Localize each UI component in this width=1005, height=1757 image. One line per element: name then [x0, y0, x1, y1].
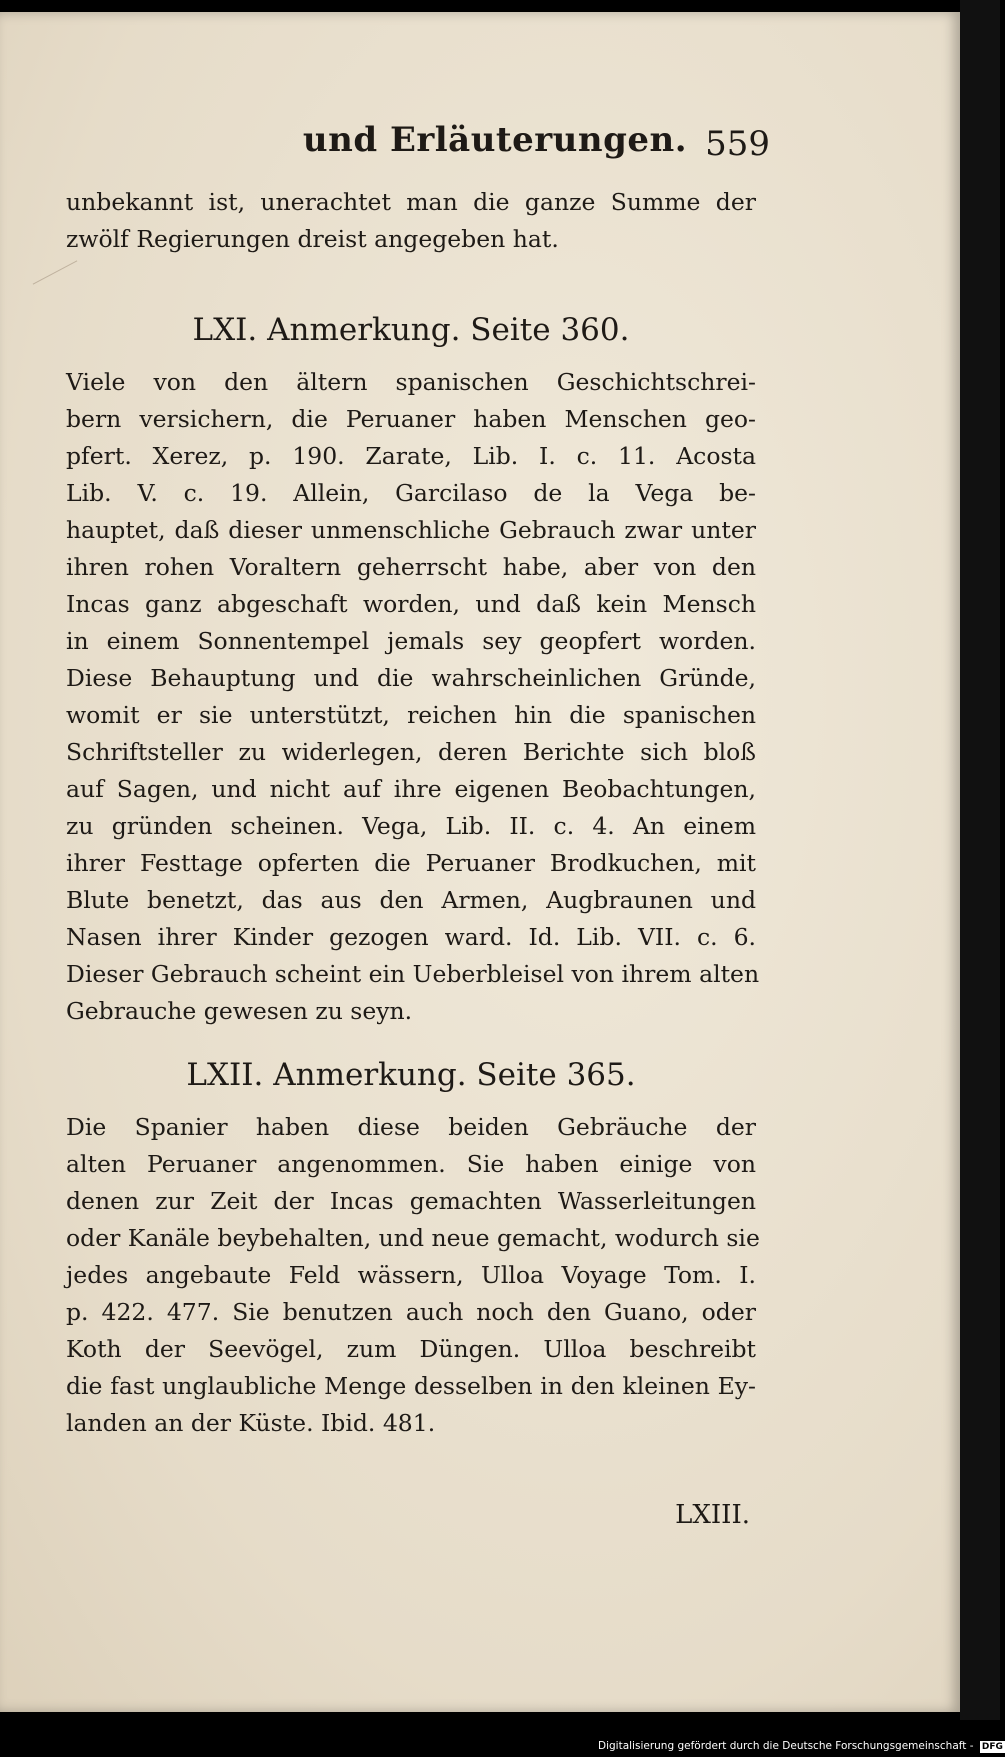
- text-line: jedes angebaute Feld wässern, Ulloa Voyage Tom. I.: [66, 1261, 756, 1289]
- text-line: zu gründen scheinen. Vega, Lib. II. c. 4. An einem: [66, 812, 756, 840]
- book-spine: [960, 0, 1000, 1720]
- text-line: landen an der Küste. Ibid. 481.: [66, 1409, 436, 1437]
- text-line: oder Kanäle beybehalten, und neue gemacht, wodurch sie: [66, 1224, 760, 1252]
- text-line: bern versichern, die Peruaner haben Menschen geo-: [66, 405, 756, 433]
- text-line: Viele von den ältern spanischen Geschichtschrei-: [66, 368, 756, 396]
- text-line: Die Spanier haben diese beiden Gebräuche der: [66, 1113, 756, 1141]
- text-line: auf Sagen, und nicht auf ihre eigenen Beobachtungen,: [66, 775, 756, 803]
- text-line: in einem Sonnentempel jemals sey geopfert worden.: [66, 627, 756, 655]
- text-line: zwölf Regierungen dreist angegeben hat.: [66, 225, 559, 253]
- text-line: alten Peruaner angenommen. Sie haben einige von: [66, 1150, 756, 1178]
- text-line: hauptet, daß dieser unmenschliche Gebrauch zwar unter: [66, 516, 756, 544]
- book-page: [0, 12, 960, 1712]
- page-number: 559: [705, 124, 770, 164]
- credit-text: Digitalisierung gefördert durch die Deutsche Forschungsgemeinschaft -: [598, 1740, 974, 1752]
- text-line: ihrer Festtage opferten die Peruaner Brodkuchen, mit: [66, 849, 756, 877]
- text-line: Lib. V. c. 19. Allein, Garcilaso de la Vega be-: [66, 479, 756, 507]
- text-line: pfert. Xerez, p. 190. Zarate, Lib. I. c. 11. Acosta: [66, 442, 756, 470]
- section-heading-lxii: LXII. Anmerkung. Seite 365.: [186, 1057, 636, 1093]
- text-line: ihren rohen Voraltern geherrscht habe, aber von den: [66, 553, 756, 581]
- section-heading-lxi: LXI. Anmerkung. Seite 360.: [192, 312, 630, 348]
- text-line: die fast unglaubliche Menge desselben in den kleinen Ey-: [66, 1372, 756, 1400]
- text-line: Incas ganz abgeschaft worden, und daß kein Mensch: [66, 590, 756, 618]
- running-title: und Erläuterungen.: [302, 120, 688, 160]
- text-line: Nasen ihrer Kinder gezogen ward. Id. Lib. VII. c. 6.: [66, 923, 756, 951]
- text-line: Diese Behauptung und die wahrscheinlichen Gründe,: [66, 664, 756, 692]
- text-line: Koth der Seevögel, zum Düngen. Ulloa beschreibt: [66, 1335, 756, 1363]
- text-line: unbekannt ist, unerachtet man die ganze Summe der: [66, 188, 756, 216]
- text-line: Schriftsteller zu widerlegen, deren Berichte sich bloß: [66, 738, 756, 766]
- text-line: p. 422. 477. Sie benutzen auch noch den Guano, oder: [66, 1298, 756, 1326]
- dfg-logo: DFG: [981, 1742, 1003, 1752]
- text-line: Blute benetzt, das aus den Armen, Augbraunen und: [66, 886, 756, 914]
- text-line: denen zur Zeit der Incas gemachten Wasserleitungen: [66, 1187, 756, 1215]
- text-line: Dieser Gebrauch scheint ein Ueberbleisel von ihrem alten: [66, 960, 760, 988]
- catchword: LXIII.: [675, 1500, 750, 1530]
- text-line: womit er sie unterstützt, reichen hin die spanischen: [66, 701, 756, 729]
- text-line: Gebrauche gewesen zu seyn.: [66, 997, 413, 1025]
- digitization-credit: [598, 1738, 1003, 1754]
- paper-crease: [33, 260, 78, 284]
